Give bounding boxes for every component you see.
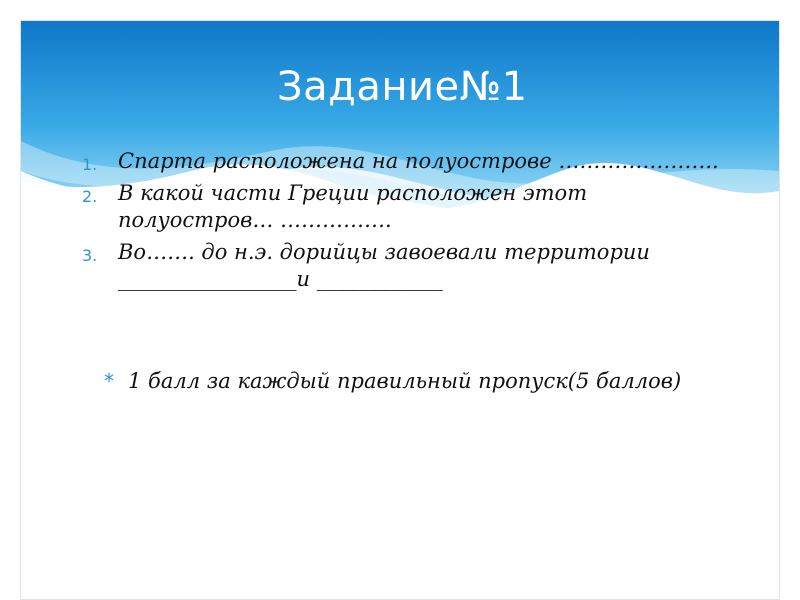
task-number: 1. xyxy=(82,155,98,174)
task-text: В какой части Греции расположен этот полуостров… ……………. xyxy=(118,181,588,232)
slide-title: Задание№1 xyxy=(277,64,528,110)
scoring-note-text: 1 балл за каждый правильный пропуск(5 баллов) xyxy=(128,369,682,393)
task-number: 2. xyxy=(82,187,98,206)
scoring-note xyxy=(104,368,688,394)
task-item xyxy=(82,239,732,293)
asterisk-bullet-icon: * xyxy=(104,369,114,393)
task-item xyxy=(82,180,732,234)
task-number: 3. xyxy=(82,246,98,265)
task-text: Спарта расположена на полуострове ………………….. xyxy=(118,149,719,173)
task-list xyxy=(82,148,732,298)
task-item xyxy=(82,148,732,175)
task-text: Во……. до н.э. дорийцы завоевали территории _________________и ____________ xyxy=(118,240,650,291)
